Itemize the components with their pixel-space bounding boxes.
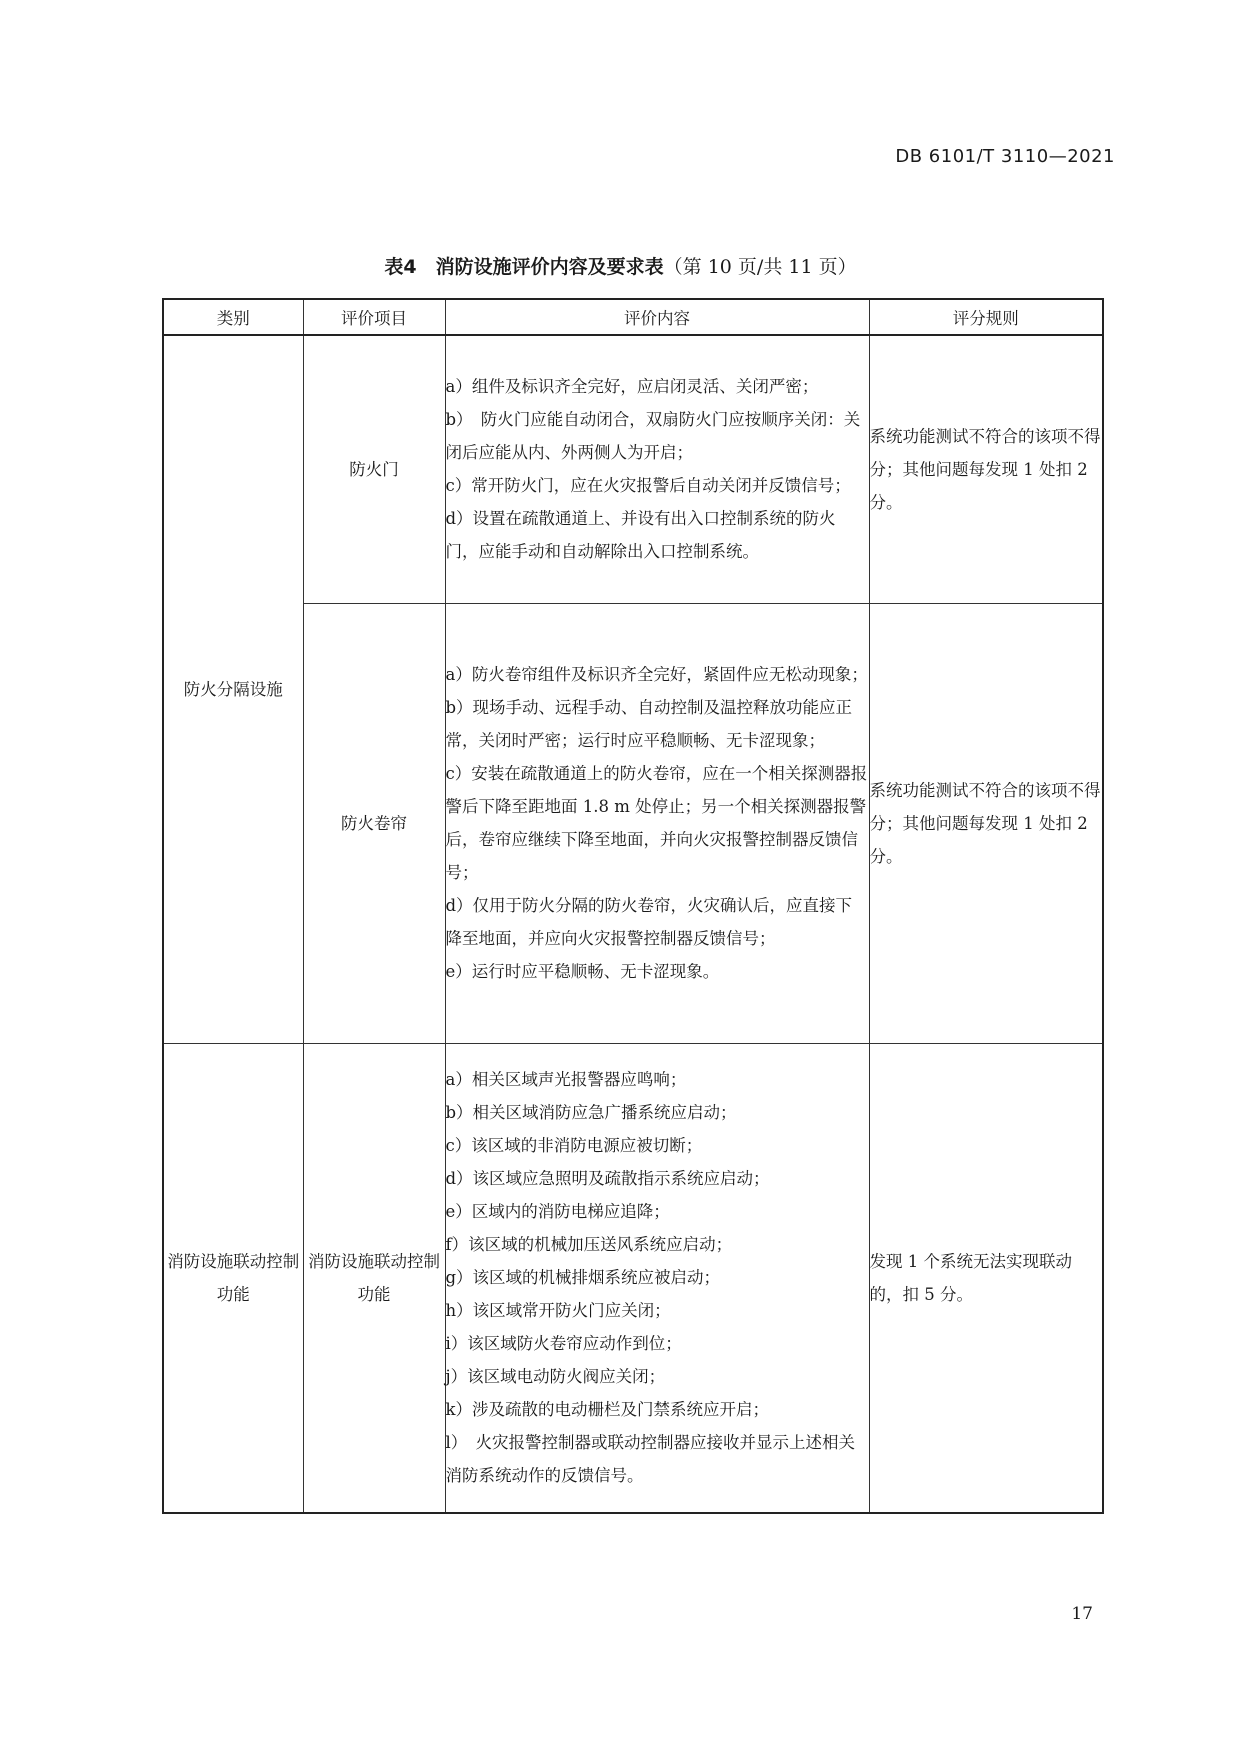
table-header-row [163,299,1103,335]
column-header-rule: 评分规则 [869,299,1103,335]
content-line: a）防火卷帘组件及标识齐全完好，紧固件应无松动现象； [445,665,868,684]
content-line: f）该区域的机械加压送风系统应启动； [445,1235,733,1255]
item-cell: 防火门 [303,335,445,603]
column-header-item: 评价项目 [303,299,445,335]
table-row [163,1043,1103,1513]
document-code: DB 6101/T 3110—2021 [895,146,1115,167]
content-line: b） 防火门应能自动闭合，双扇防火门应按顺序关闭：关闭后应能从内、外两侧人为开启； [445,410,861,463]
rule-cell: 系统功能测试不符合的该项不得分；其他问题每发现 1 处扣 2 分。 [869,603,1103,1043]
content-line: a）组件及标识齐全完好，应启闭灵活、关闭严密； [445,377,819,397]
content-cell [445,603,869,1043]
content-line: c）该区域的非消防电源应被切断； [445,1136,703,1156]
content-line: c）安装在疏散通道上的防火卷帘，应在一个相关探测器报警后下降至距地面 1.8 m 处停止；另一个相关探测器报警后，卷帘应继续下降至地面，并向火灾报警控制器反馈信号； [445,764,868,882]
content-line: b）现场手动、远程手动、自动控制及温控释放功能应正常，关闭时严密；运行时应平稳顺畅、无卡涩现象； [445,698,853,750]
content-line: b）相关区域消防应急广播系统应启动； [445,1103,737,1123]
rule-cell: 系统功能测试不符合的该项不得分；其他问题每发现 1 处扣 2 分。 [869,335,1103,603]
rule-cell: 发现 1 个系统无法实现联动的，扣 5 分。 [869,1043,1103,1513]
column-header-content: 评价内容 [445,299,869,335]
item-cell: 消防设施联动控制功能 [303,1043,445,1513]
content-line: d）仅用于防火分隔的防火卷帘，火灾确认后，应直接下降至地面，并应向火灾报警控制器反馈信号； [445,896,853,948]
content-cell [445,1043,869,1513]
content-line: k）涉及疏散的电动栅栏及门禁系统应开启； [445,1400,769,1420]
page-number: 17 [1071,1604,1093,1624]
table-caption-page-info: （第 10 页/共 11 页） [663,256,857,278]
content-line: c）常开防火门，应在火灾报警后自动关闭并反馈信号； [445,476,851,496]
content-line: j）该区域电动防火阀应关闭； [445,1367,666,1387]
category-cell: 消防设施联动控制功能 [163,1043,303,1513]
table-row [163,603,1103,1043]
content-line: d）设置在疏散通道上、并设有出入口控制系统的防火门，应能手动和自动解除出入口控制系统。 [445,509,836,562]
content-line: e）运行时应平稳顺畅、无卡涩现象。 [445,962,720,981]
category-cell: 防火分隔设施 [163,335,303,1043]
item-cell: 防火卷帘 [303,603,445,1043]
table-row [163,335,1103,603]
content-line: l） 火灾报警控制器或联动控制器应接收并显示上述相关消防系统动作的反馈信号。 [445,1433,856,1486]
content-line: g）该区域的机械排烟系统应被启动； [445,1268,721,1288]
content-line: a）相关区域声光报警器应鸣响； [445,1070,687,1090]
content-line: h）该区域常开防火门应关闭； [445,1301,671,1321]
content-line: e）区域内的消防电梯应追降； [445,1202,670,1222]
content-cell [445,335,869,603]
content-line: d）该区域应急照明及疏散指示系统应启动； [445,1169,770,1189]
content-line: i）该区域防火卷帘应动作到位； [445,1334,682,1354]
table-caption-title: 表4 消防设施评价内容及要求表 [384,256,664,278]
evaluation-table [162,298,1104,1514]
column-header-category: 类别 [163,299,303,335]
table-caption [0,252,1241,279]
